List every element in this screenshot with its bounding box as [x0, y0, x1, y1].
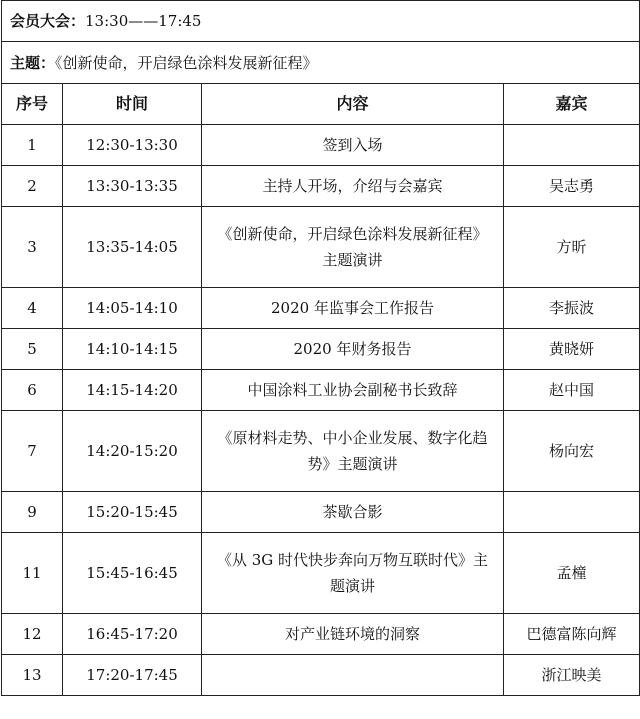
row-no: 13 — [2, 655, 63, 696]
table-row — [2, 411, 640, 492]
row-guest — [504, 492, 640, 533]
row-time: 15:20-15:45 — [63, 492, 202, 533]
table-row — [2, 288, 640, 329]
header-content: 内容 — [202, 84, 504, 125]
row-time: 14:15-14:20 — [63, 370, 202, 411]
row-content: 2020 年监事会工作报告 — [202, 288, 504, 329]
row-guest: 杨向宏 — [504, 411, 640, 492]
row-content: 对产业链环境的洞察 — [202, 614, 504, 655]
row-time: 14:10-14:15 — [63, 329, 202, 370]
row-guest: 孟橦 — [504, 533, 640, 614]
row-content: 2020 年财务报告 — [202, 329, 504, 370]
row-no: 11 — [2, 533, 63, 614]
table-row — [2, 614, 640, 655]
row-content: 茶歇合影 — [202, 492, 504, 533]
header-guest: 嘉宾 — [504, 84, 640, 125]
row-no: 12 — [2, 614, 63, 655]
row-content: 中国涂料工业协会副秘书长致辞 — [202, 370, 504, 411]
theme-cell — [2, 42, 640, 84]
row-content: 主持人开场，介绍与会嘉宾 — [202, 166, 504, 207]
table-row — [2, 655, 640, 696]
table-row — [2, 533, 640, 614]
header-no: 序号 — [2, 84, 63, 125]
table-row — [2, 166, 640, 207]
row-content: 《原材料走势、中小企业发展、数字化趋势》主题演讲 — [202, 411, 504, 492]
row-guest: 赵中国 — [504, 370, 640, 411]
row-guest: 黄晓妍 — [504, 329, 640, 370]
theme-label: 主题： — [10, 53, 56, 72]
header-time: 时间 — [63, 84, 202, 125]
row-time: 13:35-14:05 — [63, 207, 202, 288]
row-content: 《创新使命，开启绿色涂料发展新征程》主题演讲 — [202, 207, 504, 288]
row-time: 12:30-13:30 — [63, 125, 202, 166]
row-content: 签到入场 — [202, 125, 504, 166]
row-content: 《从 3G 时代快步奔向万物互联时代》主题演讲 — [202, 533, 504, 614]
row-guest — [504, 125, 640, 166]
row-time: 14:05-14:10 — [63, 288, 202, 329]
row-no: 7 — [2, 411, 63, 492]
row-time: 14:20-15:20 — [63, 411, 202, 492]
row-no: 2 — [2, 166, 63, 207]
row-guest: 浙江映美 — [504, 655, 640, 696]
row-guest: 巴德富陈向辉 — [504, 614, 640, 655]
row-no: 1 — [2, 125, 63, 166]
table-row — [2, 125, 640, 166]
row-content — [202, 655, 504, 696]
row-no: 6 — [2, 370, 63, 411]
table-row — [2, 329, 640, 370]
row-time: 16:45-17:20 — [63, 614, 202, 655]
meeting-time-cell — [2, 1, 640, 42]
row-time: 17:20-17:45 — [63, 655, 202, 696]
table-row — [2, 207, 640, 288]
theme-row — [2, 42, 640, 84]
table-header-row — [2, 84, 640, 125]
row-no: 5 — [2, 329, 63, 370]
row-guest: 吴志勇 — [504, 166, 640, 207]
row-guest: 方昕 — [504, 207, 640, 288]
table-row — [2, 492, 640, 533]
row-guest: 李振波 — [504, 288, 640, 329]
row-no: 4 — [2, 288, 63, 329]
row-time: 15:45-16:45 — [63, 533, 202, 614]
meeting-label: 会员大会： — [10, 12, 86, 30]
row-time: 13:30-13:35 — [63, 166, 202, 207]
agenda-table — [1, 0, 640, 696]
theme-text: 《创新使命，开启绿色涂料发展新征程》 — [55, 53, 318, 72]
row-no: 3 — [2, 207, 63, 288]
row-no: 9 — [2, 492, 63, 533]
meeting-time: 13:30——17:45 — [85, 12, 202, 30]
meeting-time-row — [2, 1, 640, 42]
table-row — [2, 370, 640, 411]
